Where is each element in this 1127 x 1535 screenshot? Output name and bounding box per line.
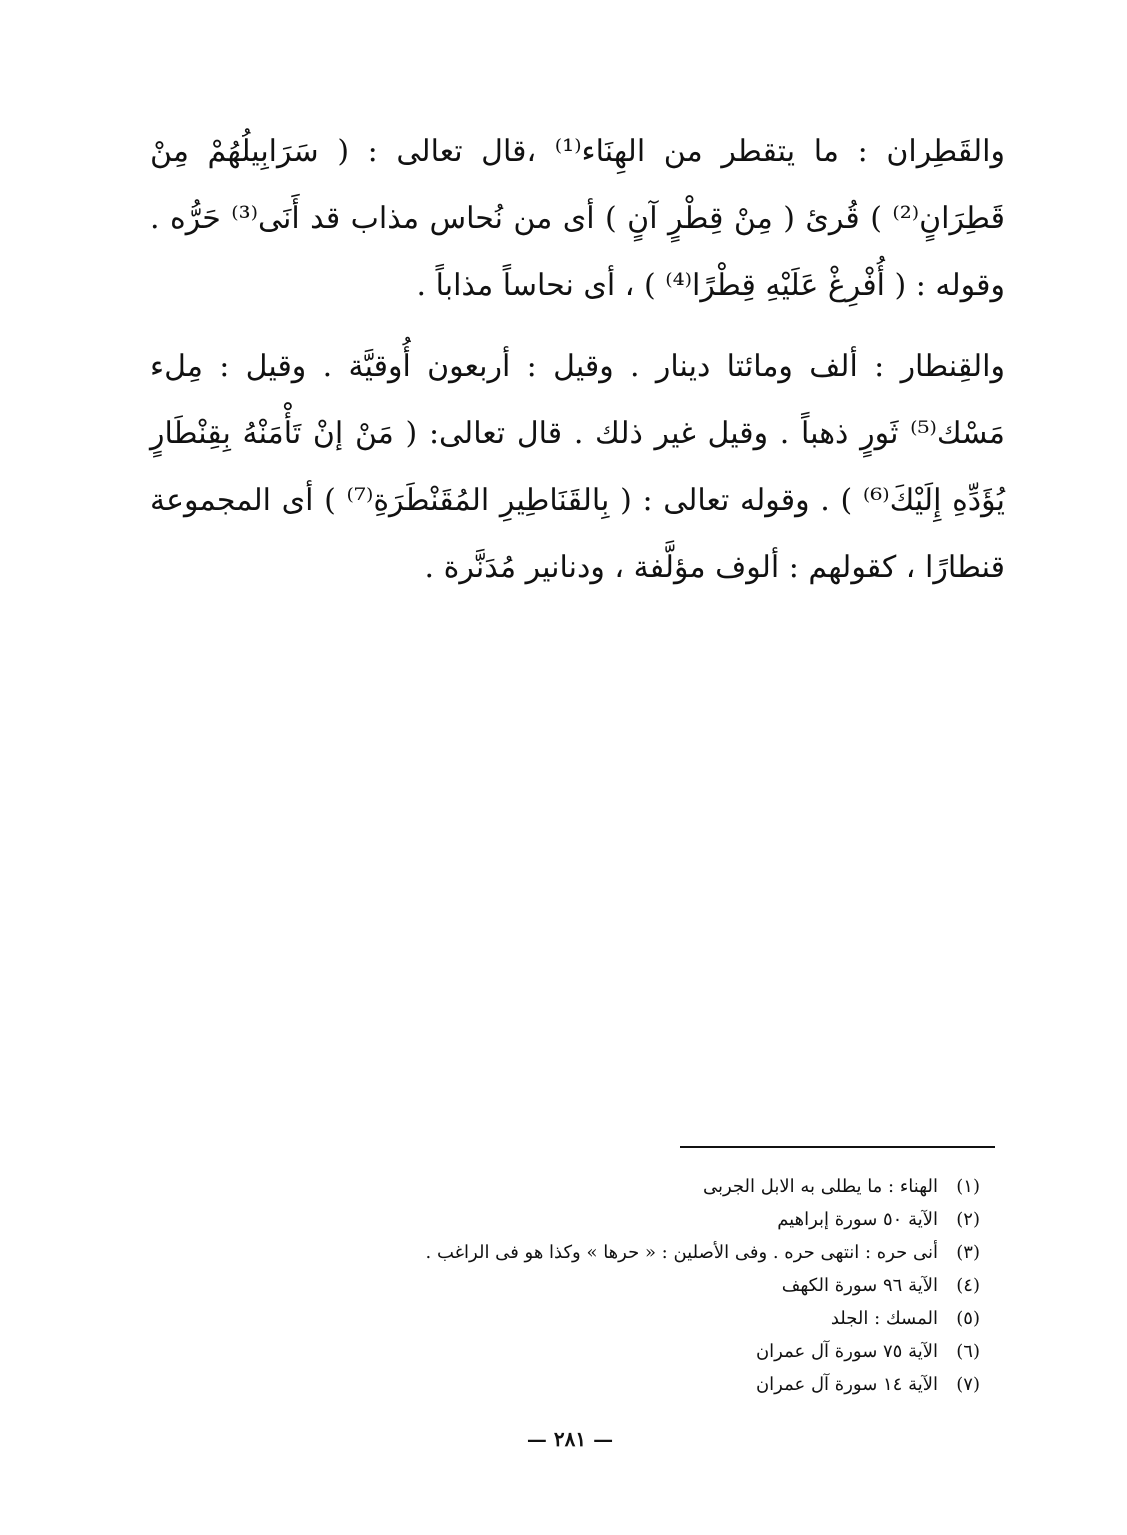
footnote-text: الآية ١٤ سورة آل عمران: [755, 1374, 938, 1395]
footnote-7: [300, 1368, 980, 1401]
footnote-6: [300, 1335, 980, 1368]
footnote-3: [300, 1236, 980, 1269]
paragraph-qintar: والقِنطار : ألف ومائتا دينار . وقيل : أربعون أُوقيَّة . وقيل : مِلء مَسْك⁽⁵⁾ ثَورٍ ذهباً . وقيل غير ذلك . قال تعالى: ( مَنْ إنْ تَأْمَنْهُ بِقِنْطَارٍ يُؤَدِّهِ إِلَيْكَ⁽⁶⁾ ) . وقوله تعالى : ( بِالقَنَاطِيرِ المُقَنْطَرَةِ⁽⁷⁾ ) أى المجموعة قنطارًا ، كقولهم : ألوف مؤلَّفة ، ودنانير مُدَنَّرة .: [150, 349, 1005, 585]
main-text: [150, 118, 1005, 615]
footnote-number: (٣): [956, 1242, 980, 1263]
footnote-divider: [680, 1146, 995, 1148]
footnote-text: الآية ٥٠ سورة إبراهيم: [777, 1209, 938, 1230]
footnote-number: (٤): [956, 1275, 980, 1296]
footnote-text: الآية ٧٥ سورة آل عمران: [755, 1341, 938, 1362]
footnote-1: [300, 1170, 980, 1203]
footnote-text: أنى حره : انتهى حره . وفى الأصلين : « حرها » وكذا هو فى الراغب .: [425, 1242, 938, 1263]
footnotes: [300, 1170, 980, 1401]
page-number: — ٢٨١ —: [526, 1427, 614, 1451]
footnote-4: [300, 1269, 980, 1302]
footnote-text: المسك : الجلد: [830, 1308, 938, 1329]
footnote-number: (١): [956, 1176, 980, 1197]
footnote-5: [300, 1302, 980, 1335]
footnote-text: الآية ٩٦ سورة الكهف: [781, 1275, 938, 1296]
footnote-number: (٦): [956, 1341, 980, 1362]
paragraph-qitran: والقَطِران : ما يتقطر من الهِنَاء⁽¹⁾ ،قال تعالى : ( سَرَابِيلُهُمْ مِنْ قَطِرَانٍ⁽²⁾ ) قُرئ ( مِنْ قِطْرٍ آنٍ ) أى من نُحاس مذاب قد أَنَى⁽³⁾ حَرُّه . وقوله : ( أُفْرِغْ عَلَيْهِ قِطْرًا⁽⁴⁾ ) ، أى نحاساً مذاباً .: [150, 134, 1006, 303]
footnote-number: (٢): [956, 1209, 980, 1230]
footnote-number: (٧): [956, 1374, 980, 1395]
footnote-number: (٥): [956, 1308, 980, 1329]
footnote-2: [300, 1203, 980, 1236]
footnote-text: الهناء : ما يطلى به الابل الجربى: [702, 1176, 938, 1197]
